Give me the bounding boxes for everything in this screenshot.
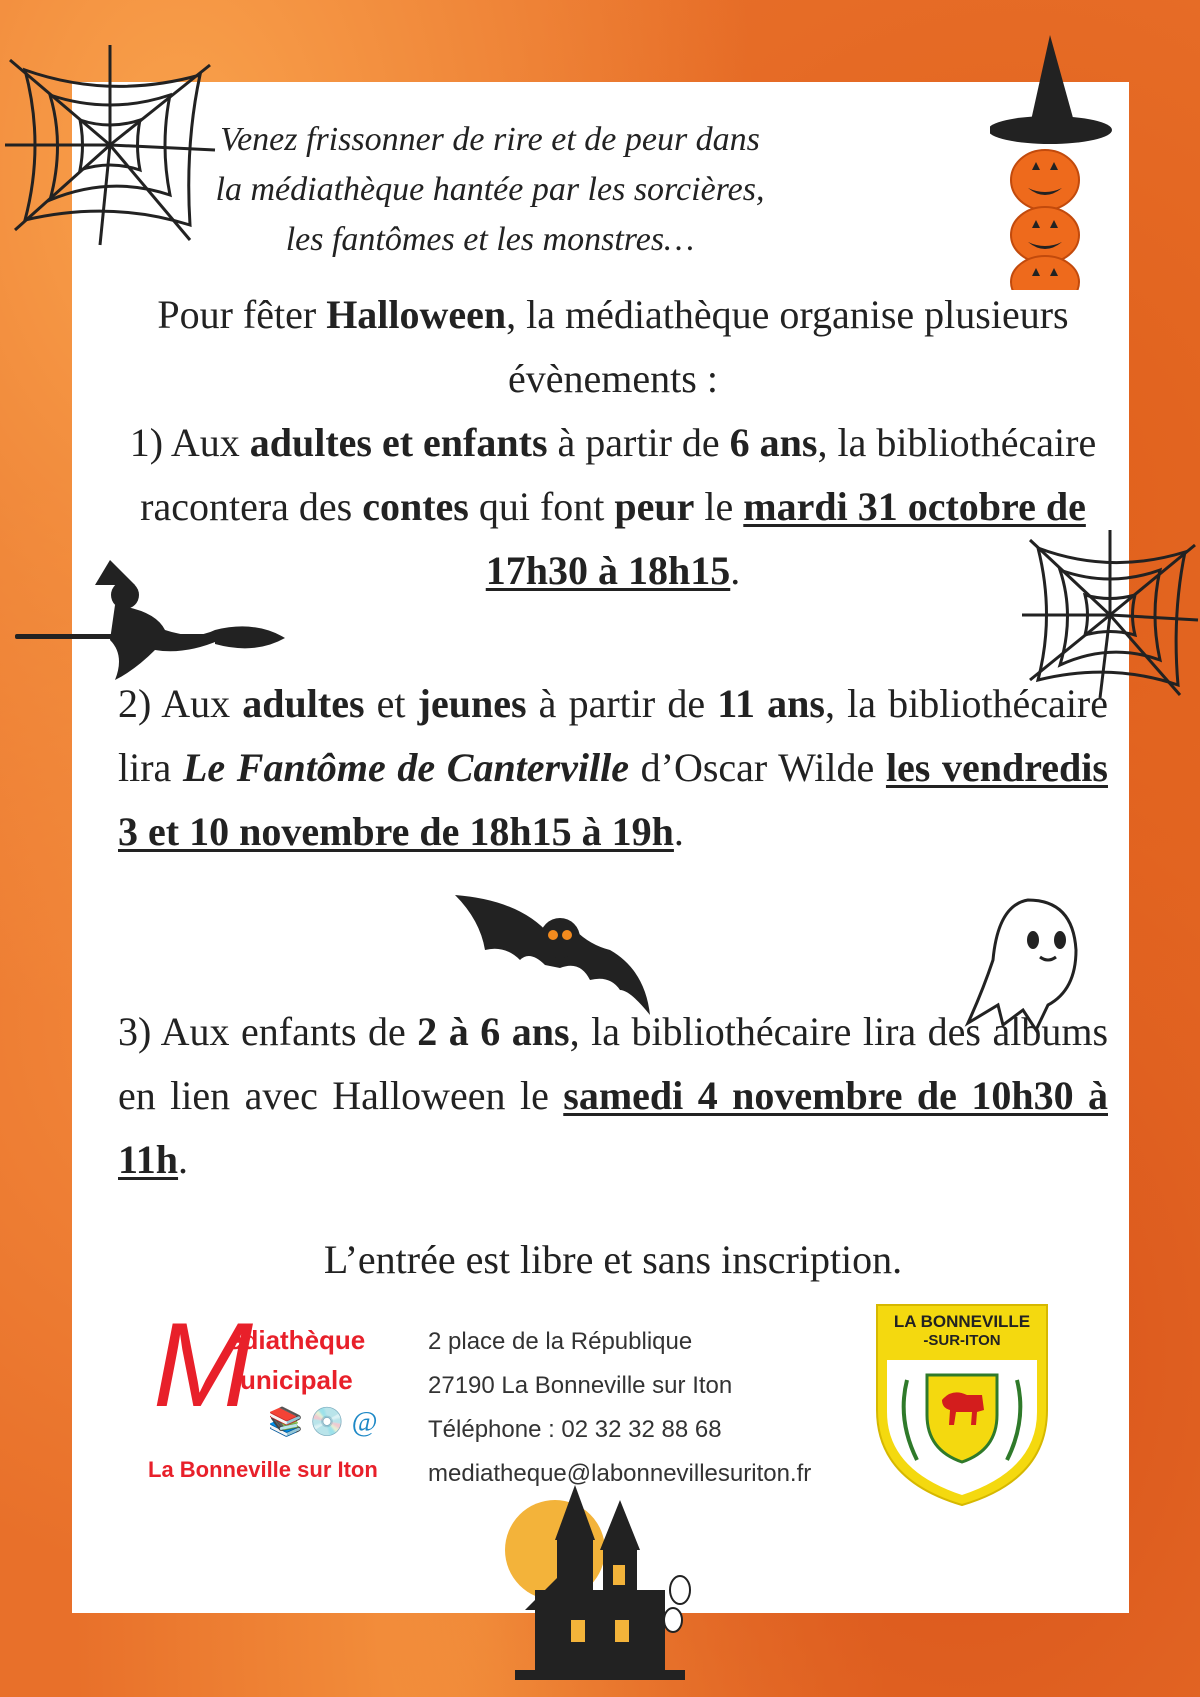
event1-bold: 6 ans xyxy=(729,420,818,465)
logo-letter: M xyxy=(153,1298,253,1432)
free-entry-text: L’entrée est libre et sans inscription. xyxy=(323,1237,903,1282)
event2-text: à partir de xyxy=(526,681,718,726)
event2-text: 2) Aux xyxy=(118,681,243,726)
contact-block xyxy=(428,1320,811,1496)
event1-text: le xyxy=(694,484,744,529)
logo-town: La Bonneville sur Iton xyxy=(148,1457,378,1482)
crest-line: LA BONNEVILLE xyxy=(893,1312,1031,1331)
event2-bold: adultes xyxy=(242,681,365,726)
event3-text: . xyxy=(178,1137,189,1182)
event2-bold: 11 ans xyxy=(717,681,825,726)
books-cd-at-icon: 📚 💿 @ xyxy=(268,1407,378,1438)
event2-book-title: Le Fantôme de Canterville xyxy=(182,745,629,790)
event2-text: et xyxy=(364,681,418,726)
event1-text: . xyxy=(730,548,741,593)
logo-line: unicipale xyxy=(240,1365,353,1395)
contact-email[interactable]: mediatheque@labonnevillesuriton.fr xyxy=(428,1460,812,1487)
event3-bold: 2 à 6 ans xyxy=(417,1009,570,1054)
event2-date: les vendredis 3 et 10 novembre de 18h15 à 19h xyxy=(118,745,1108,854)
event1-text: qui font xyxy=(468,484,615,529)
spider-web-icon xyxy=(0,40,220,250)
mediatheque-logo xyxy=(148,1298,418,1485)
event1-text: 1) Aux xyxy=(129,420,250,465)
event1-bold: peur xyxy=(614,484,695,529)
contact-address: 2 place de la République xyxy=(428,1328,693,1355)
event3-paragraph xyxy=(118,1000,1108,1192)
intro-line: les fantômes et les monstres… xyxy=(285,221,695,258)
town-crest xyxy=(872,1300,1052,1510)
announce-text: , la médiathèque organise plusieurs évènements : xyxy=(506,292,1069,401)
event1-date: mardi 31 octobre de 17h30 à 18h15 xyxy=(485,484,1086,593)
announcement-paragraph xyxy=(118,283,1108,603)
announce-bold: Halloween xyxy=(326,292,507,337)
crest-line: -SUR-ITON xyxy=(923,1332,1001,1349)
event3-text: , la bibliothécaire lira des albums en lien avec Halloween le xyxy=(118,1009,1109,1118)
pumpkin-stack-icon xyxy=(990,30,1130,290)
announce-text: Pour fêter xyxy=(157,292,327,337)
event3-text: 3) Aux enfants de xyxy=(118,1009,418,1054)
contact-city: 27190 La Bonneville sur Iton xyxy=(428,1372,733,1399)
intro-text xyxy=(190,115,790,265)
event2-text: . xyxy=(673,809,684,854)
event3-date: samedi 4 novembre de 10h30 à 11h xyxy=(118,1073,1108,1182)
intro-line: la médiathèque hantée par les sorcières, xyxy=(215,171,765,208)
intro-line: Venez frissonner de rire et de peur dans xyxy=(220,121,760,158)
event1-text: , la bibliothécaire racontera des xyxy=(140,420,1097,529)
contact-phone: Téléphone : 02 32 32 88 68 xyxy=(428,1416,722,1443)
haunted-house-icon xyxy=(505,1480,705,1685)
event1-bold: contes xyxy=(362,484,469,529)
event2-bold: jeunes xyxy=(417,681,527,726)
event2-text: , la bibliothécaire lira xyxy=(118,681,1109,790)
event2-text: d’Oscar Wilde xyxy=(628,745,886,790)
event1-bold: adultes et enfants xyxy=(249,420,548,465)
event1-text: à partir de xyxy=(547,420,730,465)
logo-line: édiathèque xyxy=(228,1325,366,1355)
event2-paragraph xyxy=(118,672,1108,864)
